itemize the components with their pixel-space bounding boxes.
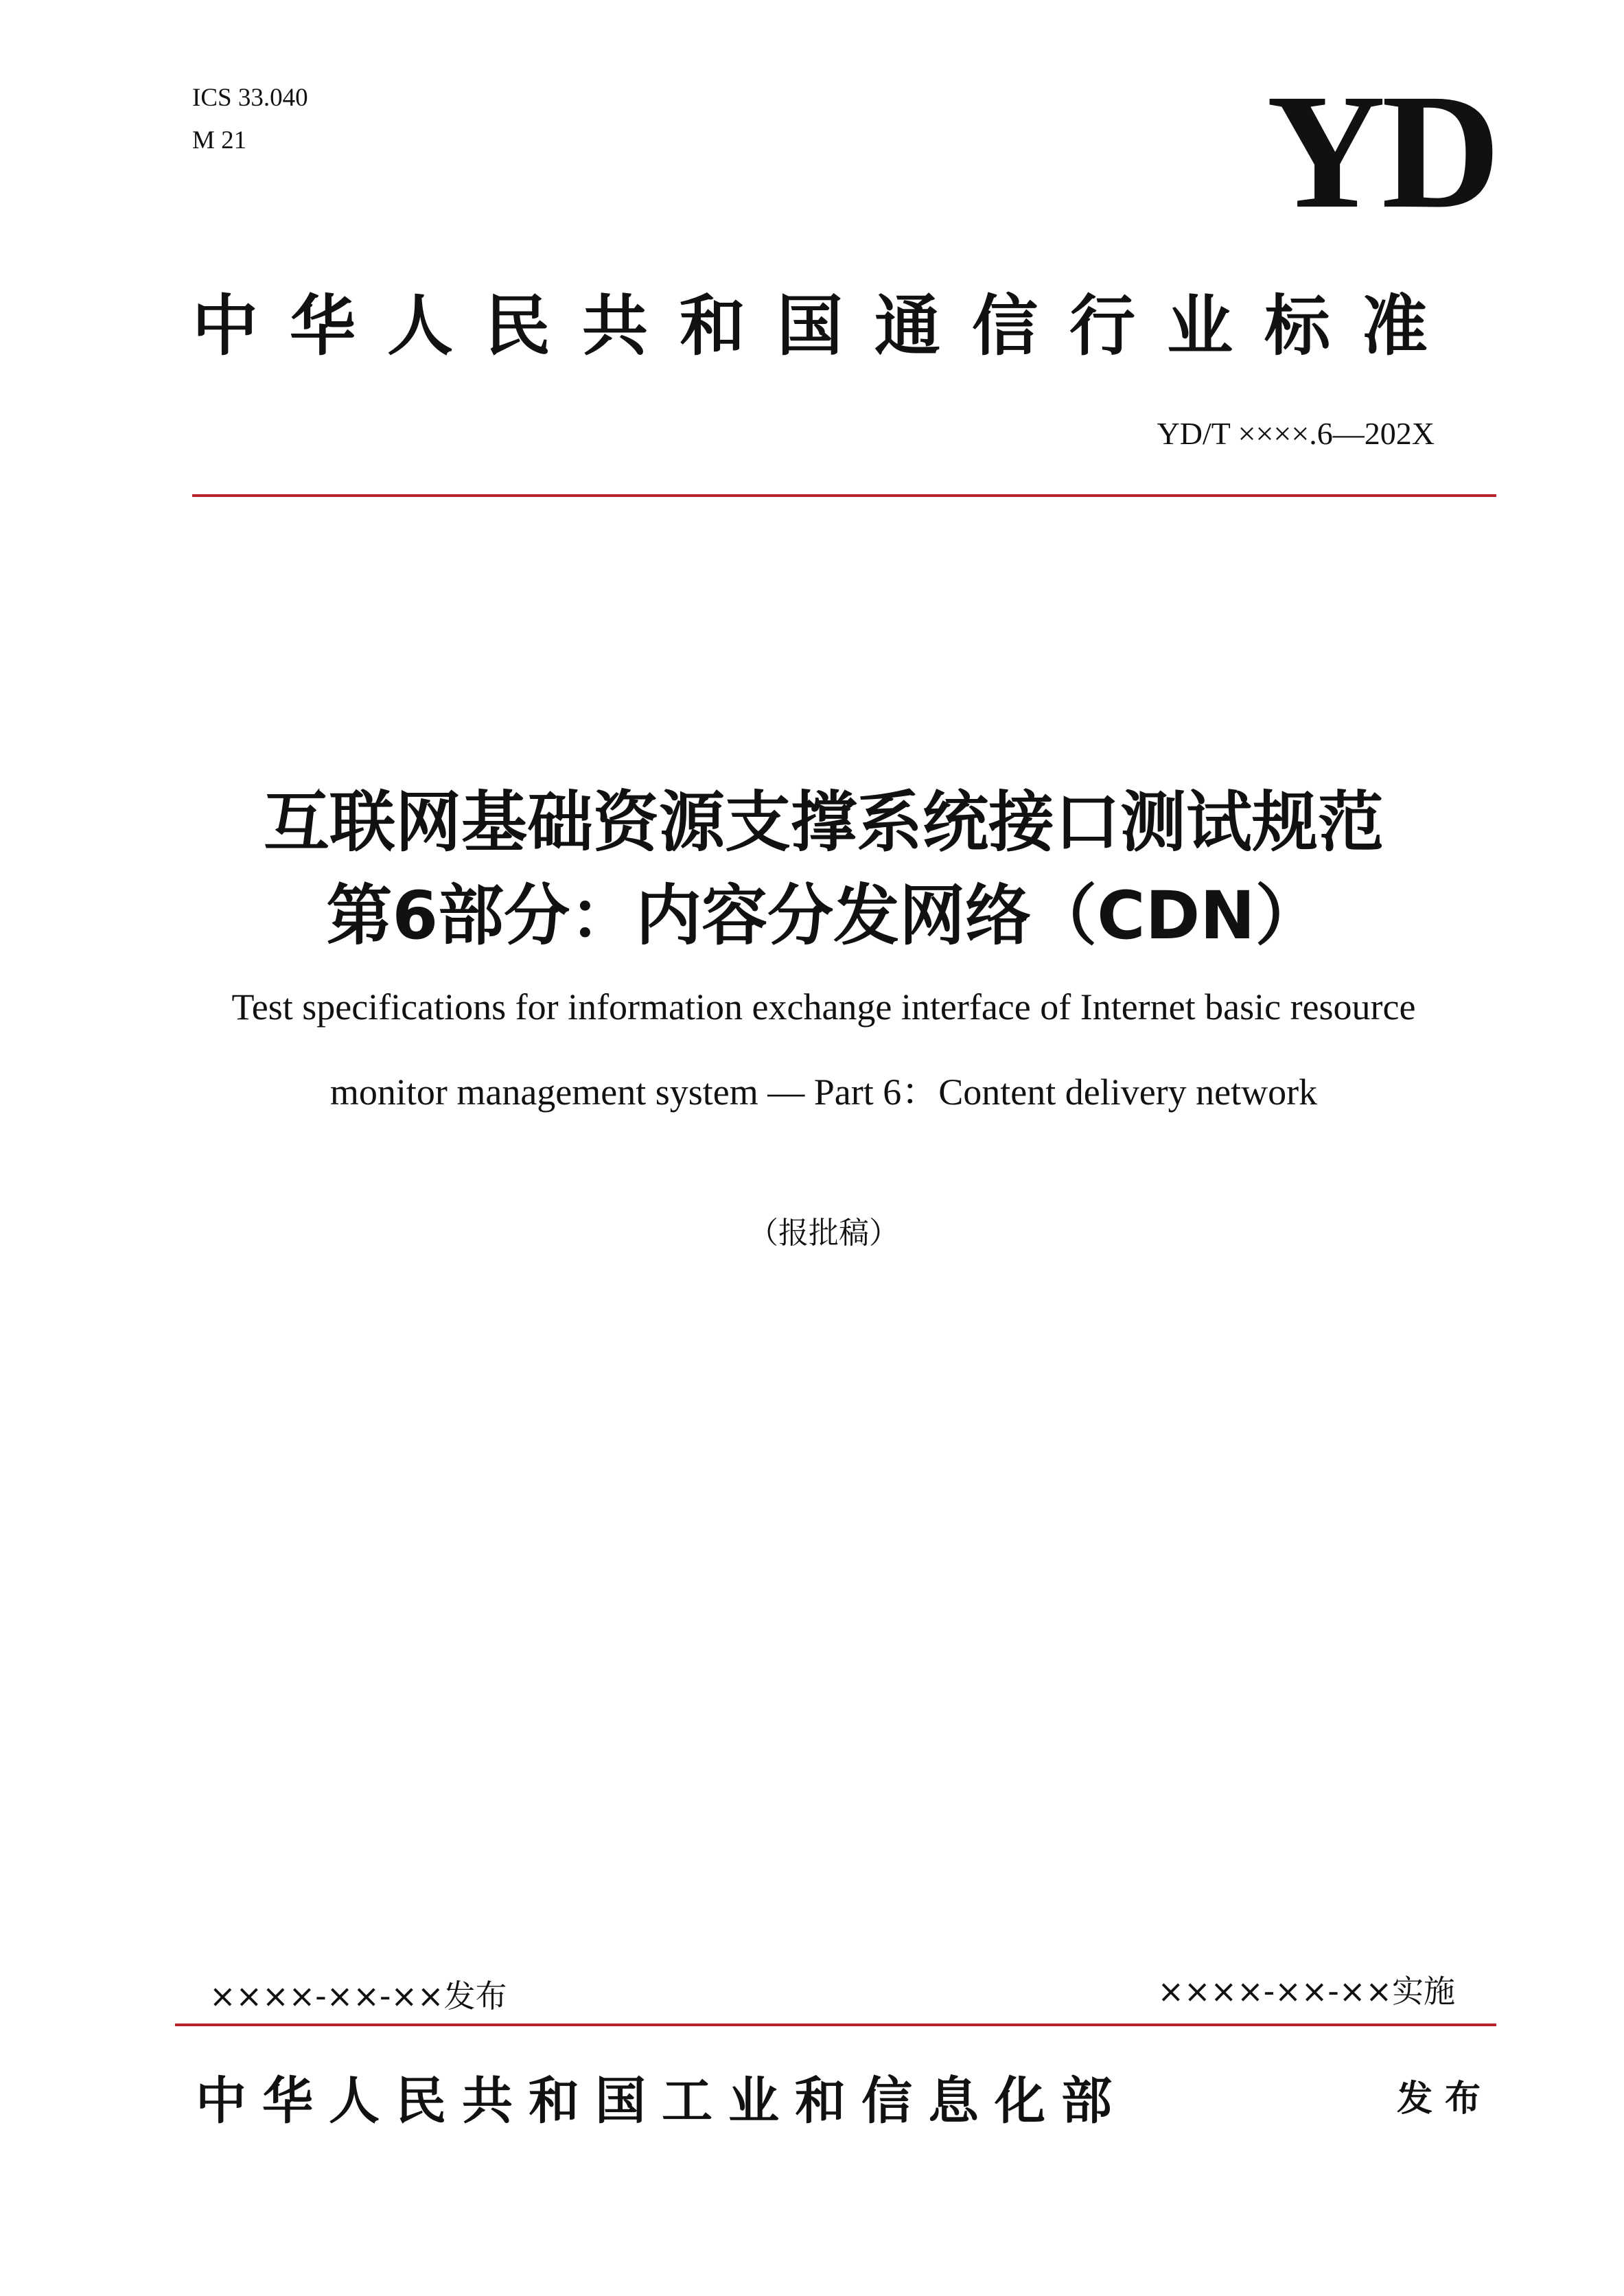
bottom-divider <box>175 2024 1496 2026</box>
classification-codes <box>192 77 308 162</box>
title-cn-line-2: 第6部分：内容分发网络（CDN） <box>326 877 1321 954</box>
title-english <box>206 964 1441 1135</box>
effective-date: ××××-××-××实施 <box>1157 1973 1455 2010</box>
standard-number: YD/T ××××.6—202X <box>1157 416 1435 451</box>
yd-logo: YD <box>1266 60 1496 242</box>
ccs-code: M 21 <box>192 126 247 154</box>
top-divider <box>192 494 1496 497</box>
ics-code: ICS 33.040 <box>192 84 308 112</box>
publish-date: ××××-××-××发布 <box>209 1978 507 2015</box>
title-en-line-1: Test specifications for information exchange interface of Internet basic resource <box>231 986 1416 1028</box>
issue-label: 发布 <box>1397 2078 1494 2120</box>
title-chinese <box>206 776 1441 962</box>
title-cn-line-1: 互联网基础资源支撑系统接口测试规范 <box>264 784 1384 861</box>
title-en-line-2: monitor management system — Part 6：Content delivery network <box>329 1071 1318 1113</box>
issuing-authority: 中华人民共和国工业和信息化部 <box>196 2072 1128 2131</box>
draft-status: （报批稿） <box>748 1216 899 1251</box>
standard-type: 中华人民共和国通信行业标准 <box>192 288 1459 364</box>
